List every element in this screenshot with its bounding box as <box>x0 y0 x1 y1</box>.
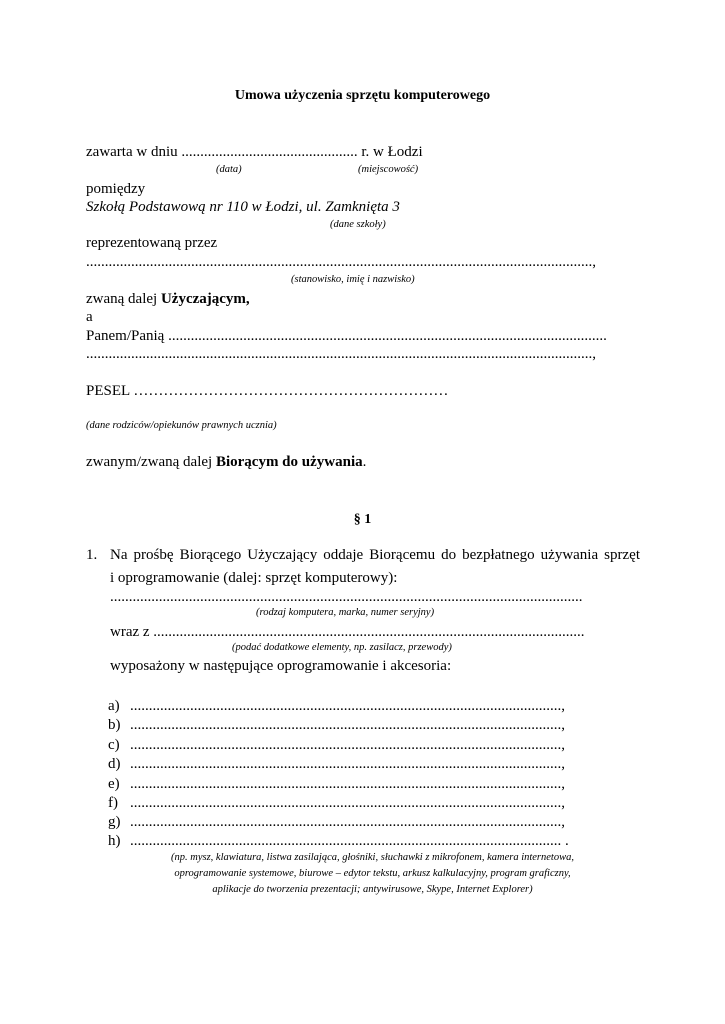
represented-text: reprezentowaną przez <box>86 235 218 251</box>
school-name: Szkołą Podstawową nr 110 w Łodzi, ul. Zamknięta 3 <box>86 199 400 215</box>
computer-label: (rodzaj komputera, marka, numer seryjny) <box>256 607 435 618</box>
list-item <box>108 698 565 714</box>
list-letter: g) <box>108 814 121 830</box>
list-item <box>108 814 565 830</box>
section-1-heading: § 1 <box>353 512 372 527</box>
list-dots: ..................................................................................................................., <box>130 795 565 811</box>
list-dots: ..................................................................................................................., <box>130 814 565 830</box>
lender-line <box>86 292 250 307</box>
with-line: wraz z ................................................................................................................... <box>110 624 585 640</box>
between-text: pomiędzy <box>86 181 146 197</box>
borrower-suffix: . <box>362 454 367 470</box>
list-item <box>108 717 565 733</box>
representative-dots: ......................................................................................................................................., <box>86 254 596 270</box>
list-dots: ................................................................................................................... . <box>130 833 569 849</box>
representative-label: (stanowisko, imię i nazwisko) <box>291 274 415 285</box>
equipped-text: wyposażony w następujące oprogramowanie i akcesoria: <box>110 658 452 674</box>
mr-mrs-line: Panem/Panią ..................................................................................................................... <box>86 328 607 344</box>
note-line-1: (np. mysz, klawiatura, listwa zasilająca, głośniki, słuchawki z mikrofonem, kamera internetowa, <box>171 852 574 863</box>
list-dots: ..................................................................................................................., <box>130 717 565 733</box>
item-1-line-2: i oprogramowanie (dalej: sprzęt komputerowy): <box>110 570 398 586</box>
list-item <box>108 833 569 849</box>
note-line-3: aplikacje do tworzenia prezentacji; antywirusowe, Skype, Internet Explorer) <box>212 884 533 895</box>
borrower-line <box>86 455 366 470</box>
list-item <box>108 756 565 772</box>
list-letter: e) <box>108 776 120 792</box>
note-line-2: oprogramowanie systemowe, biurowe – edytor tekstu, arkusz kalkulacyjny, program graficzny, <box>174 868 571 879</box>
list-letter: h) <box>108 833 121 849</box>
list-letter: f) <box>108 795 118 811</box>
lender-name: Użyczającym, <box>160 291 250 307</box>
list-dots: ..................................................................................................................., <box>130 698 565 714</box>
list-item <box>108 737 565 753</box>
with-label: (podać dodatkowe elementy, np. zasilacz, przewody) <box>232 642 452 653</box>
computer-dots: .............................................................................................................................. <box>110 589 583 605</box>
borrower-dots: ......................................................................................................................................., <box>86 346 596 362</box>
date-label: (data) <box>216 164 242 175</box>
list-dots: ..................................................................................................................., <box>130 737 565 753</box>
school-label: (dane szkoły) <box>330 219 386 230</box>
item-1-number: 1. <box>86 547 98 563</box>
item-1-line-1: Na prośbę Biorącego Użyczający oddaje Biorącemu do bezpłatnego używania sprzęt <box>110 547 640 563</box>
list-item <box>108 795 565 811</box>
parents-label: (dane rodziców/opiekunów prawnych ucznia) <box>86 420 277 431</box>
pesel-line: PESEL ……………………………………………………… <box>86 383 449 399</box>
list-letter: b) <box>108 717 121 733</box>
list-item <box>108 776 565 792</box>
borrower-prefix: zwanym/zwaną dalej <box>86 454 216 470</box>
and-text: a <box>86 309 93 325</box>
list-dots: ..................................................................................................................., <box>130 756 565 772</box>
place-label: (miejscowość) <box>358 164 419 175</box>
list-letter: d) <box>108 756 121 772</box>
borrower-name: Biorącym do używania <box>215 454 363 470</box>
list-letter: a) <box>108 698 120 714</box>
list-letter: c) <box>108 737 120 753</box>
date-place-line: zawarta w dniu ............................................... r. w Łodzi <box>86 144 423 160</box>
lender-prefix: zwaną dalej <box>86 291 161 307</box>
document-title: Umowa użyczenia sprzętu komputerowego <box>234 88 491 103</box>
list-dots: ..................................................................................................................., <box>130 776 565 792</box>
